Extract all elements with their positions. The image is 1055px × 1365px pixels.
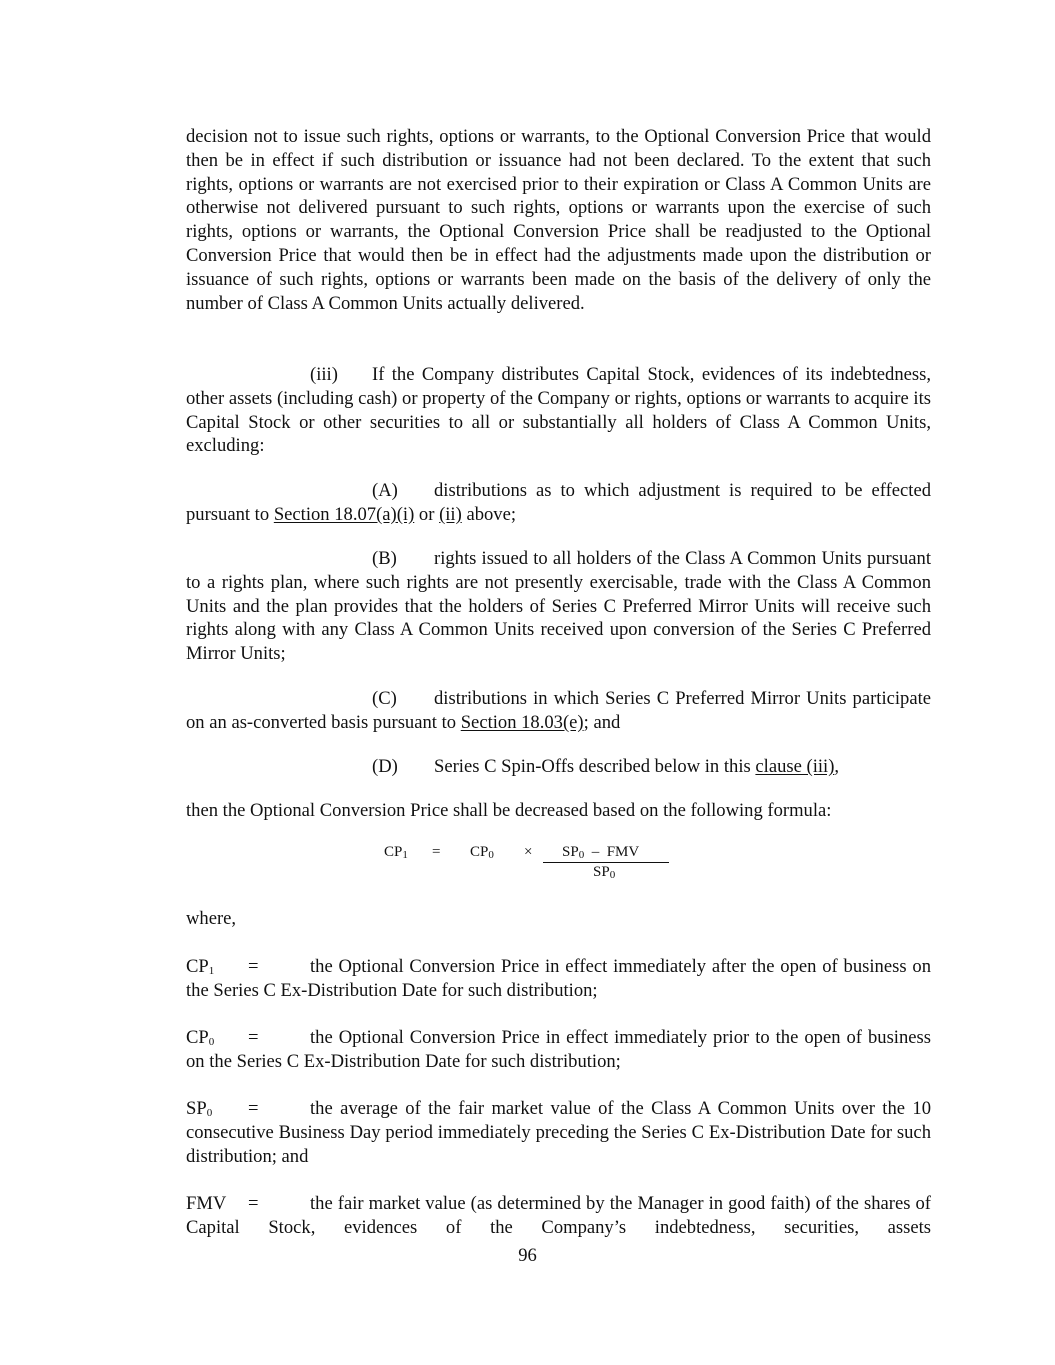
clause-text: ; and xyxy=(583,711,621,733)
paragraph-continuation xyxy=(186,125,931,315)
definition-symbol xyxy=(186,1192,226,1216)
symbol-subscript: 0 xyxy=(206,1107,213,1119)
clause-text: or xyxy=(418,503,435,525)
formula-symbol: CP xyxy=(384,844,403,860)
definition-fmv xyxy=(186,1192,931,1240)
definition-equals: = xyxy=(248,956,259,977)
clause-tag: (B) xyxy=(372,548,397,569)
symbol-subscript: 0 xyxy=(208,1036,215,1048)
formula-lhs xyxy=(384,844,408,861)
section-link[interactable]: Section 18.07(a)(i) xyxy=(273,503,415,525)
clause-A xyxy=(186,479,931,527)
definition-cp0 xyxy=(186,1026,931,1074)
clause-iii xyxy=(186,363,931,458)
paragraph-text: then the Optional Conversion Price shall be decreased based on the following formula: xyxy=(186,800,832,821)
formula-subscript: 0 xyxy=(578,849,585,861)
formula-subscript: 1 xyxy=(402,849,408,861)
clause-text: above; xyxy=(466,503,517,525)
formula-symbol: SP xyxy=(593,864,610,880)
definition-cp1 xyxy=(186,955,931,1003)
definition-equals: = xyxy=(248,1193,259,1214)
definition-text: the Optional Conversion Price in effect immediately after the open of business on the Series C Ex-Distribution Date for such distribution; xyxy=(186,956,931,1001)
definition-equals: = xyxy=(248,1098,259,1119)
formula-numerator xyxy=(562,844,639,861)
clause-tag: (D) xyxy=(372,756,398,777)
formula-subscript: 0 xyxy=(488,849,494,861)
clause-D xyxy=(186,755,931,779)
clause-tag: (C) xyxy=(372,688,397,709)
clause-text: distributions as to which adjustment is required to be effected pursuant to xyxy=(186,480,931,525)
formula-symbol: FMV xyxy=(606,844,640,860)
formula-intro xyxy=(186,799,931,823)
formula-symbol: SP xyxy=(562,844,579,860)
formula-symbol: CP xyxy=(470,844,489,860)
formula-denominator xyxy=(593,864,615,881)
clause-text: , xyxy=(834,756,840,777)
definition-sp0 xyxy=(186,1097,931,1168)
definition-symbol xyxy=(186,955,214,979)
formula-subscript: 0 xyxy=(609,869,616,881)
clause-text: rights issued to all holders of the Class A Common Units pursuant to a rights plan, where such rights are not presently exercisable, trade with the Class A Common Units and the plan provides that the holders of Series C Preferred Mirror Units will receive such rights along with any Class A Common Units received upon conversion of the Series C Preferred Mirror Units; xyxy=(186,548,931,665)
formula-times: × xyxy=(524,844,533,860)
definition-symbol xyxy=(186,1026,214,1050)
symbol-text: SP xyxy=(186,1098,207,1119)
section-link[interactable]: clause (iii) xyxy=(755,756,835,777)
formula-minus: – xyxy=(591,844,600,860)
paragraph-text: where, xyxy=(186,908,237,929)
symbol-text: CP xyxy=(186,956,209,977)
clause-text: If the Company distributes Capital Stock, evidences of its indebtedness, other assets (including cash) or property of the Company or rights, options or warrants to acquire its Capital Stock or other securities to all or substantially all holders of Class A Common Units, excluding: xyxy=(186,364,931,457)
clause-C xyxy=(186,687,931,735)
section-link[interactable]: (ii) xyxy=(439,503,462,525)
definition-text: the average of the fair market value of the Class A Common Units over the 10 consecutive Business Day period immediately preceding the Series C Ex-Distribution Date for such distribution; and xyxy=(186,1098,931,1167)
clause-text: distributions in which Series C Preferred Mirror Units participate on an as-converted basis pursuant to xyxy=(186,688,931,733)
page-number: 96 xyxy=(518,1245,537,1266)
definition-equals: = xyxy=(248,1027,259,1048)
clause-text: Series C Spin-Offs described below in this xyxy=(434,756,751,777)
clause-tag: (A) xyxy=(372,480,398,501)
definition-text: the fair market value (as determined by the Manager in good faith) of the shares of Capital Stock, evidences of the Company’s indebtedness, securities, assets xyxy=(186,1193,931,1238)
symbol-text: FMV xyxy=(186,1193,227,1214)
formula-cp0 xyxy=(470,844,494,861)
where-label xyxy=(186,907,931,931)
symbol-subscript: 1 xyxy=(208,965,215,977)
section-link[interactable]: Section 18.03(e) xyxy=(460,711,584,733)
paragraph-text: decision not to issue such rights, options or warrants, to the Optional Conversion Price that would then be in effect if such distribution or issuance had not been declared. To the extent that such rights, options or warrants are not exercised prior to their expiration or Class A Common Units are otherwise not delivered pursuant to such rights, options or warrants upon the exercise of such rights, options or warrants, the Optional Conversion Price shall be readjusted to the Optional Conversion Price that would then be in effect had the adjustments made upon the distribution or issuance of such rights, options or warrants been made on the basis of the delivery of only the number of Class A Common Units actually delivered. xyxy=(186,126,931,314)
formula-equals: = xyxy=(432,844,441,860)
symbol-text: CP xyxy=(186,1027,209,1048)
definition-text: the Optional Conversion Price in effect immediately prior to the open of business on the Series C Ex-Distribution Date for such distribution; xyxy=(186,1027,931,1072)
definition-symbol xyxy=(186,1097,212,1121)
fraction-bar xyxy=(543,862,669,863)
clause-tag: (iii) xyxy=(310,364,338,385)
clause-B xyxy=(186,547,931,666)
